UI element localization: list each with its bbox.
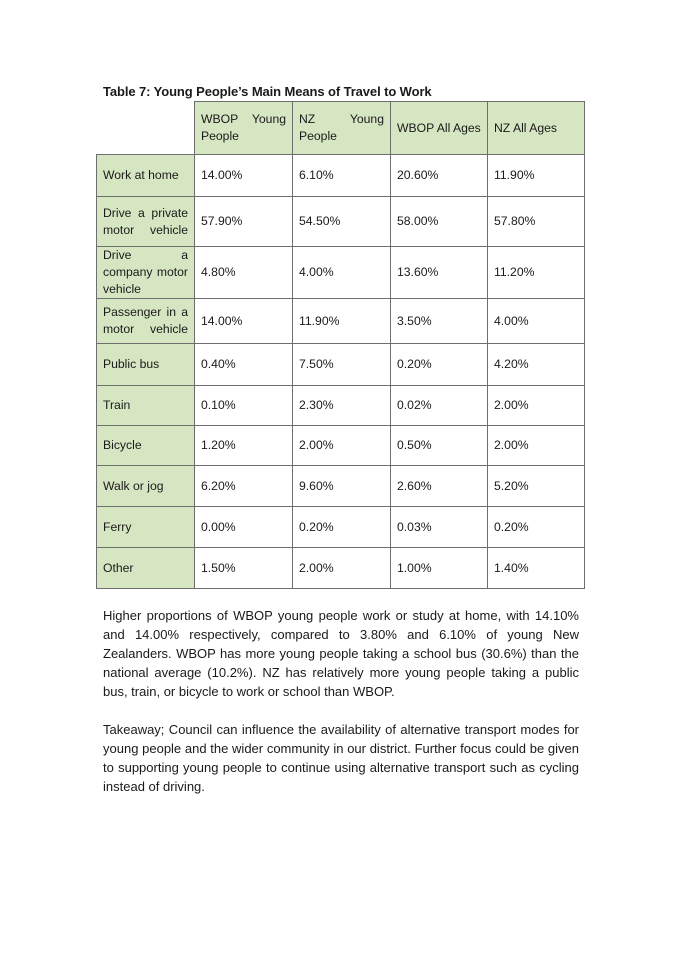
row-label: Other: [97, 548, 195, 589]
table-cell: 0.20%: [293, 507, 391, 548]
table-cell: 0.10%: [195, 386, 293, 426]
table-cell: 0.03%: [391, 507, 488, 548]
table-cell: 2.60%: [391, 466, 488, 507]
table-cell: 1.50%: [195, 548, 293, 589]
table-cell: 54.50%: [293, 197, 391, 247]
table-cell: 58.00%: [391, 197, 488, 247]
row-label: Work at home: [97, 155, 195, 197]
table-cell: 0.00%: [195, 507, 293, 548]
column-header-wbop-young: WBOP Young People: [195, 102, 293, 155]
column-header-nz-all: NZ All Ages: [488, 102, 585, 155]
table-caption: Table 7: Young People’s Main Means of Travel to Work: [103, 84, 432, 99]
table-cell: 4.00%: [293, 247, 391, 299]
column-header-wbop-all: WBOP All Ages: [391, 102, 488, 155]
row-label: Bicycle: [97, 426, 195, 466]
table-row: [97, 466, 585, 507]
table-cell: 2.00%: [293, 426, 391, 466]
header-blank-cell: [97, 102, 195, 155]
table-cell: 14.00%: [195, 299, 293, 344]
table-cell: 14.00%: [195, 155, 293, 197]
table-row: [97, 426, 585, 466]
row-label: Public bus: [97, 344, 195, 386]
table-cell: 20.60%: [391, 155, 488, 197]
table-cell: 4.00%: [488, 299, 585, 344]
table-cell: 0.50%: [391, 426, 488, 466]
table-cell: 1.20%: [195, 426, 293, 466]
table-cell: 1.40%: [488, 548, 585, 589]
table-cell: 2.00%: [488, 386, 585, 426]
column-header-nz-young: NZ Young People: [293, 102, 391, 155]
table-cell: 6.20%: [195, 466, 293, 507]
travel-to-work-table: [96, 101, 585, 589]
table-row: [97, 344, 585, 386]
table-cell: 11.90%: [488, 155, 585, 197]
table-cell: 57.80%: [488, 197, 585, 247]
table-row: [97, 299, 585, 344]
table-row: [97, 247, 585, 299]
table-cell: 57.90%: [195, 197, 293, 247]
table-row: [97, 548, 585, 589]
table-cell: 2.30%: [293, 386, 391, 426]
table-cell: 11.20%: [488, 247, 585, 299]
table-row: [97, 507, 585, 548]
row-label: Walk or jog: [97, 466, 195, 507]
table-cell: 5.20%: [488, 466, 585, 507]
table-cell: 2.00%: [293, 548, 391, 589]
row-label: Train: [97, 386, 195, 426]
table-cell: 7.50%: [293, 344, 391, 386]
body-paragraph-findings: Higher proportions of WBOP young people work or study at home, with 14.10% and 14.00% respectively, compared to 3.80% and 6.10% of young New Zealanders. WBOP has more young people taking a school bus (30.6%) than the national average (10.2%). NZ has relatively more young people taking a public bus, train, or bicycle to work or school than WBOP.: [103, 608, 579, 699]
table-cell: 0.02%: [391, 386, 488, 426]
table-row: [97, 386, 585, 426]
table-cell: 1.00%: [391, 548, 488, 589]
row-label: Ferry: [97, 507, 195, 548]
table-cell: 6.10%: [293, 155, 391, 197]
row-label: Passenger in a motor vehicle: [97, 299, 195, 344]
table-cell: 4.80%: [195, 247, 293, 299]
table-row: [97, 197, 585, 247]
table-cell: 9.60%: [293, 466, 391, 507]
table-cell: 0.20%: [391, 344, 488, 386]
table-cell: 0.40%: [195, 344, 293, 386]
body-paragraph-takeaway: Takeaway; Council can influence the availability of alternative transport modes for young people and the wider community in our district. Further focus could be given to supporting young people to continue using alternative transport such as cycling instead of driving.: [103, 722, 579, 794]
table-row: [97, 155, 585, 197]
table-cell: 13.60%: [391, 247, 488, 299]
row-label: Drive a company motor vehicle: [97, 247, 195, 299]
table-cell: 2.00%: [488, 426, 585, 466]
row-label: Drive a private motor vehicle: [97, 197, 195, 247]
table-header-row: [97, 102, 585, 155]
table-cell: 0.20%: [488, 507, 585, 548]
table-cell: 3.50%: [391, 299, 488, 344]
table-cell: 4.20%: [488, 344, 585, 386]
table-cell: 11.90%: [293, 299, 391, 344]
